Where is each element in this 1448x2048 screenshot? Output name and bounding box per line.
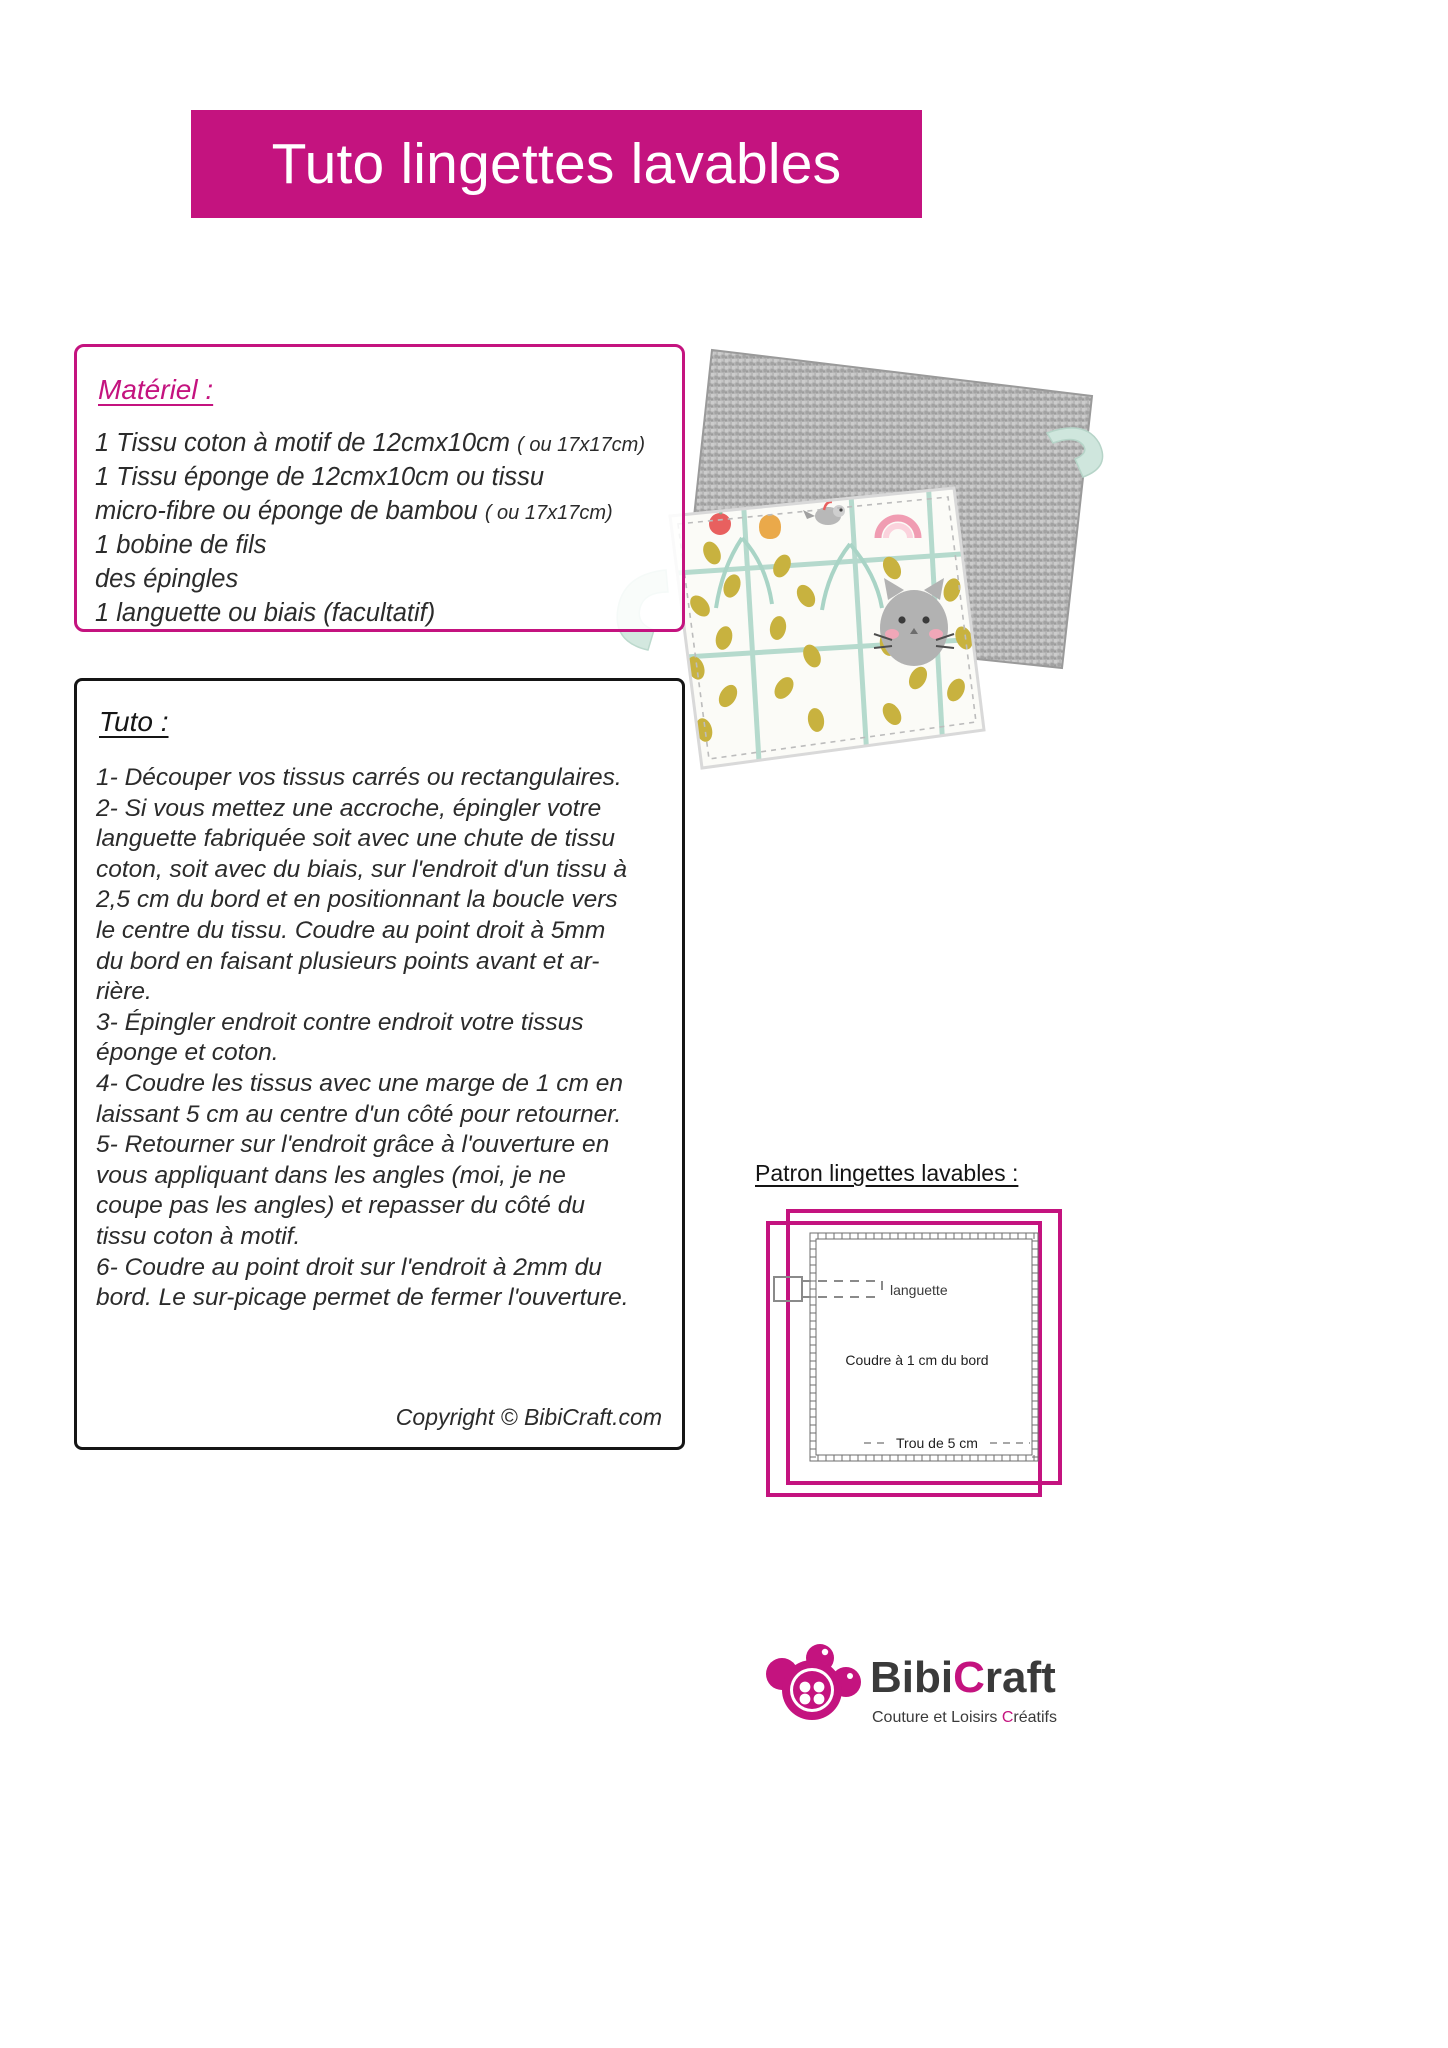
tutorial-step-line: tissu coton à motif. [96, 1222, 301, 1250]
tutorial-step-line: vous appliquant dans les angles (moi, je ne [96, 1161, 566, 1189]
tutorial-step-line: 2- Si vous mettez une accroche, épingler votre [96, 794, 602, 822]
pattern-heading: Patron lingettes lavables : [755, 1160, 1019, 1186]
tutorial-step-line: le centre du tissu. Coudre au point droit à 5mm [96, 916, 606, 944]
material-item-main: micro-fibre ou éponge de bambou [95, 497, 478, 525]
tutorial-step-line: languette fabriquée soit avec une chute de tissu [96, 825, 615, 853]
tutorial-step-line: bord. Le sur-picage permet de fermer l'ouverture. [96, 1284, 629, 1312]
tutorial-step-line: 3- Épingler endroit contre endroit votre tissus [96, 1008, 584, 1036]
page-title: Tuto lingettes lavables [271, 131, 842, 196]
material-item-main: 1 Tissu coton à motif de 12cmx10cm [95, 429, 511, 457]
tutorial-step-line: 4- Coudre les tissus avec une marge de 1 cm en [96, 1069, 624, 1097]
pattern-diagram [762, 1205, 1072, 1525]
tutorial-step-line: du bord en faisant plusieurs points avant et ar- [96, 947, 600, 975]
tutorial-step-line: 6- Coudre au point droit sur l'endroit à 2mm du [96, 1253, 602, 1281]
tutorial-heading: Tuto : [99, 706, 169, 737]
material-item-note: ( ou 17x17cm) [517, 434, 645, 456]
logo-tagline: Couture et Loisirs Créatifs [872, 1709, 1057, 1726]
material-item [95, 427, 675, 461]
material-item [95, 563, 675, 597]
tutorial-steps-list [96, 763, 674, 1314]
tutorial-step-line: rière. [96, 978, 152, 1006]
page-title-banner [191, 110, 922, 218]
tutorial-step-line: coton, soit avec du biais, sur l'endroit d'un tissu à [96, 855, 627, 883]
materials-box [74, 344, 685, 632]
languette-label: languette [890, 1282, 948, 1298]
tutorial-steps-box [74, 678, 685, 1450]
tutorial-step-line: 2,5 cm du bord et en positionnant la boucle vers [96, 886, 618, 914]
tutorial-step-line: 1- Découper vos tissus carrés ou rectangulaires. [96, 764, 622, 791]
material-item-note: ( ou 17x17cm) [484, 502, 613, 524]
tutorial-step-line: 5- Retourner sur l'endroit grâce à l'ouverture en [96, 1131, 610, 1159]
bibicraft-logo [762, 1630, 1067, 1745]
coudre-label: Coudre à 1 cm du bord [845, 1352, 989, 1368]
stitch-line [810, 1233, 1038, 1461]
material-item [95, 597, 675, 631]
tutorial-step-line: coupe pas les angles) et repasser du côté du [96, 1192, 585, 1220]
material-item-main: des épingles [95, 565, 239, 593]
material-item [95, 461, 675, 495]
logo-wordmark: BibiCraft [870, 1653, 1056, 1702]
materials-heading: Matériel : [98, 374, 214, 405]
material-item-main: 1 languette ou biais (facultatif) [95, 599, 436, 627]
material-item-main: 1 bobine de fils [95, 531, 267, 559]
languette-marker [774, 1277, 882, 1301]
button-flower-icon [766, 1644, 861, 1720]
material-item [95, 529, 675, 563]
tutorial-step-line: éponge et coton. [96, 1039, 279, 1067]
trou-label: Trou de 5 cm [896, 1435, 978, 1451]
materials-list [95, 427, 675, 631]
copyright-notice: Copyright © BibiCraft.com [395, 1404, 662, 1430]
material-item [95, 495, 675, 529]
tutorial-step-line: laissant 5 cm au centre d'un côté pour retourner. [96, 1100, 622, 1128]
material-item-main: 1 Tissu éponge de 12cmx10cm ou tissu [95, 463, 545, 491]
